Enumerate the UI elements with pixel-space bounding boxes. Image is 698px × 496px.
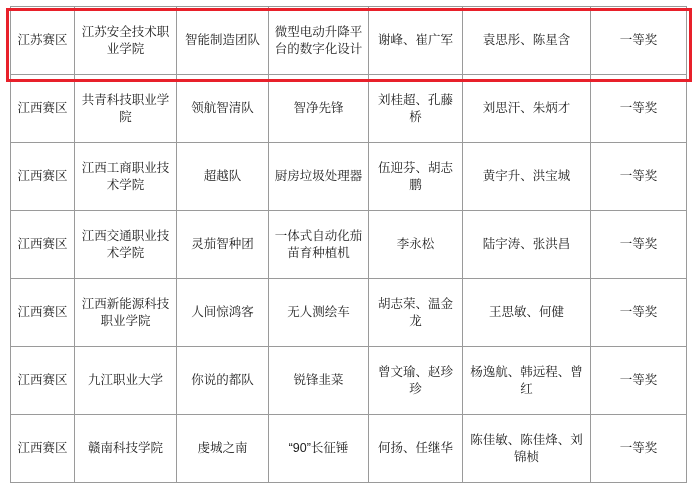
- document-page: [0, 6, 698, 496]
- cell-teachers: 陈佳敏、陈佳烽、刘锦桢: [463, 415, 591, 483]
- cell-school: 九江职业大学: [75, 347, 177, 415]
- cell-teachers: 王思敏、何健: [463, 279, 591, 347]
- cell-school: 赣南科技学院: [75, 415, 177, 483]
- cell-students: 曾文瑜、赵珍珍: [369, 347, 463, 415]
- cell-students: 李永松: [369, 211, 463, 279]
- cell-team: 虔城之南: [177, 415, 269, 483]
- cell-region: 江西赛区: [11, 143, 75, 211]
- cell-students: 胡志荣、温金龙: [369, 279, 463, 347]
- table-row: [11, 7, 687, 75]
- table-row: [11, 415, 687, 483]
- award-table-body: [11, 7, 687, 483]
- cell-teachers: 刘思汗、朱炳才: [463, 75, 591, 143]
- table-row: [11, 75, 687, 143]
- cell-award: 一等奖: [591, 143, 687, 211]
- cell-school: 江西新能源科技职业学院: [75, 279, 177, 347]
- cell-award: 一等奖: [591, 7, 687, 75]
- cell-team: 领航智清队: [177, 75, 269, 143]
- cell-region: 江西赛区: [11, 415, 75, 483]
- cell-region: 江西赛区: [11, 75, 75, 143]
- cell-team: 超越队: [177, 143, 269, 211]
- cell-region: 江西赛区: [11, 279, 75, 347]
- cell-work: 一体式自动化茄苗育种植机: [269, 211, 369, 279]
- cell-teachers: 黄宇升、洪宝城: [463, 143, 591, 211]
- cell-work: 无人测绘车: [269, 279, 369, 347]
- cell-work: 锐锋韭菜: [269, 347, 369, 415]
- cell-award: 一等奖: [591, 415, 687, 483]
- cell-school: 江苏安全技术职业学院: [75, 7, 177, 75]
- cell-team: 你说的都队: [177, 347, 269, 415]
- cell-team: 灵茄智种团: [177, 211, 269, 279]
- cell-school: 江西交通职业技术学院: [75, 211, 177, 279]
- cell-work: 微型电动升降平台的数字化设计: [269, 7, 369, 75]
- cell-region: 江西赛区: [11, 211, 75, 279]
- cell-students: 伍迎芬、胡志鹏: [369, 143, 463, 211]
- cell-award: 一等奖: [591, 75, 687, 143]
- cell-award: 一等奖: [591, 211, 687, 279]
- cell-teachers: 袁思彤、陈星含: [463, 7, 591, 75]
- cell-students: 何扬、任继华: [369, 415, 463, 483]
- cell-school: 共青科技职业学院: [75, 75, 177, 143]
- table-row: [11, 143, 687, 211]
- award-table: [10, 6, 687, 483]
- cell-team: 智能制造团队: [177, 7, 269, 75]
- cell-students: 谢峰、崔广军: [369, 7, 463, 75]
- cell-students: 刘桂超、孔藤桥: [369, 75, 463, 143]
- cell-award: 一等奖: [591, 347, 687, 415]
- cell-teachers: 杨逸航、韩远程、曾红: [463, 347, 591, 415]
- cell-work: “90”长征锤: [269, 415, 369, 483]
- cell-work: 厨房垃圾处理器: [269, 143, 369, 211]
- cell-work: 智净先锋: [269, 75, 369, 143]
- table-row: [11, 347, 687, 415]
- table-row: [11, 211, 687, 279]
- cell-region: 江西赛区: [11, 347, 75, 415]
- cell-award: 一等奖: [591, 279, 687, 347]
- cell-teachers: 陆宇涛、张洪昌: [463, 211, 591, 279]
- cell-region: 江苏赛区: [11, 7, 75, 75]
- table-row: [11, 279, 687, 347]
- cell-team: 人间惊鸿客: [177, 279, 269, 347]
- cell-school: 江西工商职业技术学院: [75, 143, 177, 211]
